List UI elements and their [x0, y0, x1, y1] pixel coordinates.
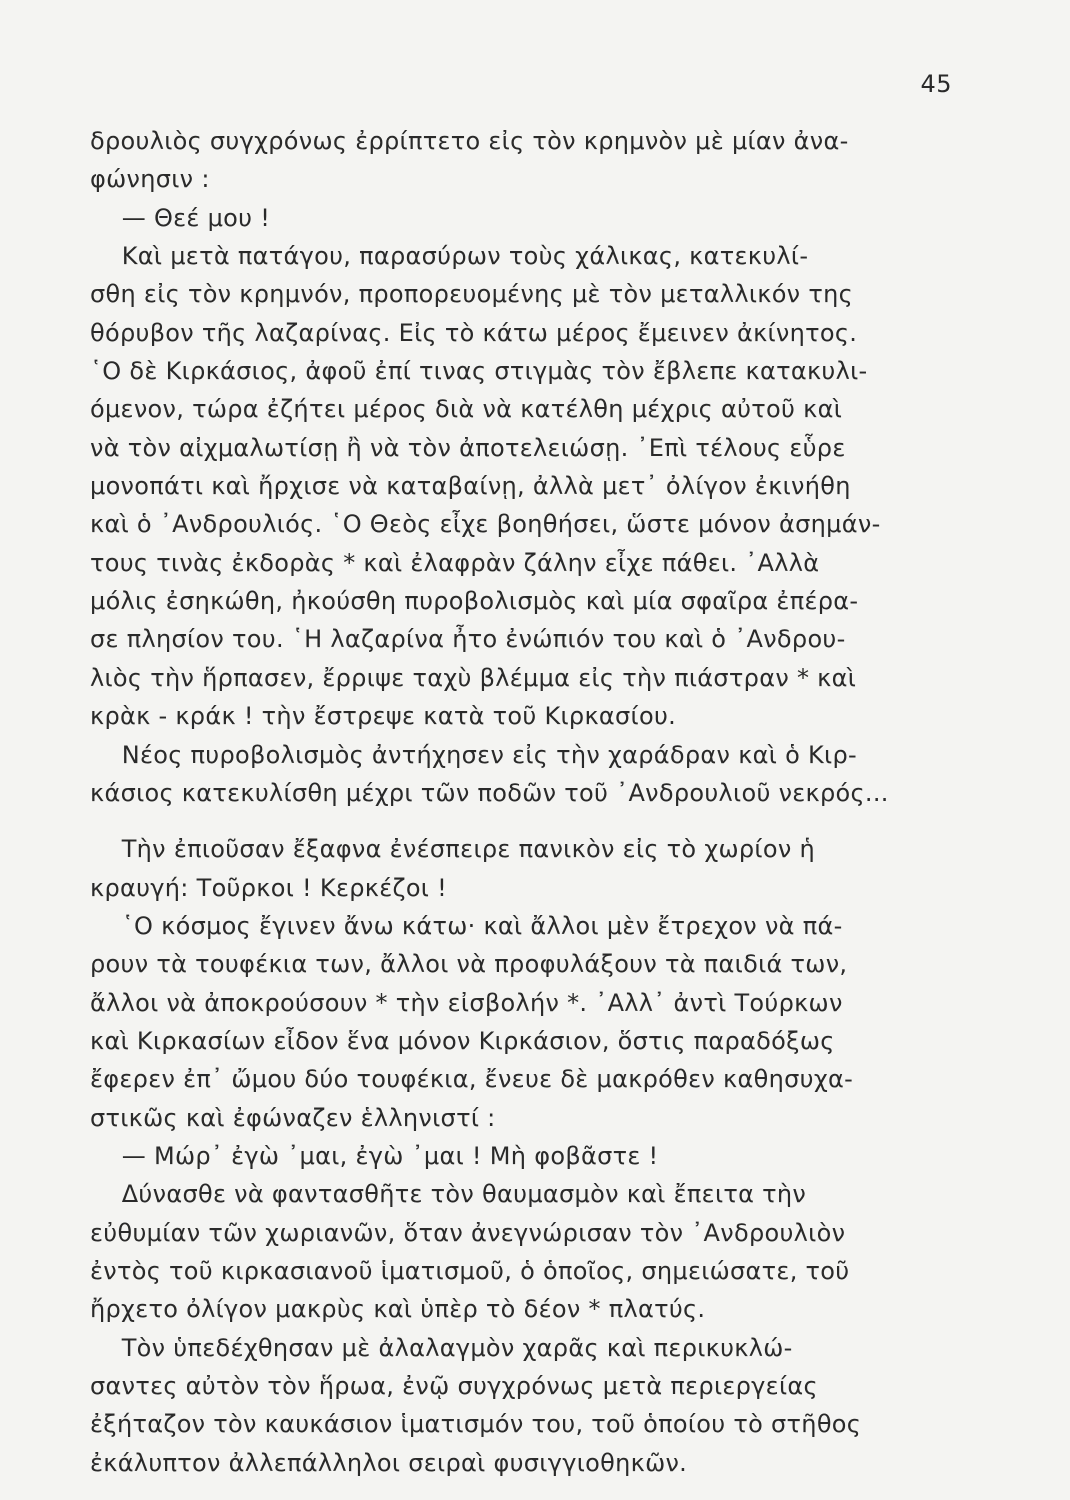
text-line: σε πλησίον του. ῾Η λαζαρίνα ἦτο ἐνώπιόν του καὶ ὁ ᾿Ανδρου- [90, 625, 846, 654]
text-line: νὰ τὸν αἰχμαλωτίσῃ ἢ νὰ τὸν ἀποτελειώσῃ. ᾿Επὶ τέλους εὗρε [90, 433, 846, 462]
text-line: ἄλλοι νὰ ἀποκρούσουν * τὴν εἰσβολήν *. ᾿Αλλ᾿ ἀντὶ Τούρκων [90, 988, 843, 1017]
text-line: κρὰκ - κράκ ! τὴν ἔστρεψε κατὰ τοῦ Κιρκασίου. [90, 702, 677, 731]
text-line: θόρυβον τῆς λαζαρίνας. Εἰς τὸ κάτω μέρος ἔμεινεν ἀκίνητος. [90, 318, 858, 347]
text-line: φώνησιν : [90, 165, 210, 194]
text-line: κάσιος κατεκυλίσθη μέχρι τῶν ποδῶν τοῦ ᾿Ανδρουλιοῦ νεκρός... [90, 778, 889, 807]
text-line: ἐντὸς τοῦ κιρκασιανοῦ ἱματισμοῦ, ὁ ὁποῖος, σημειώσατε, τοῦ [90, 1256, 850, 1285]
text-line: — Θεέ μου ! [90, 203, 271, 232]
text-line: ῾Ο κόσμος ἔγινεν ἄνω κάτω· καὶ ἄλλοι μὲν ἔτρεχον νὰ πά- [90, 911, 843, 940]
text-line: ἤρχετο ὀλίγον μακρὺς καὶ ὑπὲρ τὸ δέον * πλατύς. [90, 1295, 706, 1324]
text-line: μόλις ἐσηκώθη, ἠκούσθη πυροβολισμὸς καὶ μία σφαῖρα ἐπέρα- [90, 587, 859, 616]
text-line: εὐθυμίαν τῶν χωριανῶν, ὅταν ἀνεγνώρισαν τὸν ᾿Ανδρουλιὸν [90, 1218, 846, 1247]
text-line: Τὴν ἐπιοῦσαν ἔξαφνα ἐνέσπειρε πανικὸν εἰς τὸ χωρίον ἡ [90, 835, 815, 864]
text-line: δρουλιὸς συγχρόνως ἐρρίπτετο εἰς τὸν κρημνὸν μὲ μίαν ἀνα- [90, 127, 849, 155]
text-line: μονοπάτι καὶ ἤρχισε νὰ καταβαίνῃ, ἀλλὰ μετ᾿ ὀλίγον ἐκινήθη [90, 472, 851, 501]
text-line: ἐξήταζον τὸν καυκάσιον ἱματισμόν του, τοῦ ὁποίου τὸ στῆθος [90, 1410, 862, 1439]
text-line: Τὸν ὑπεδέχθησαν μὲ ἀλαλαγμὸν χαρᾶς καὶ περικυκλώ- [90, 1333, 793, 1362]
paragraph-gap [90, 812, 970, 830]
text-line: στικῶς καὶ ἐφώναζεν ἑλληνιστί : [90, 1103, 496, 1132]
text-line: — Μώρ᾿ ἐγὼ ᾿μαι, ἐγὼ ᾿μαι ! Μὴ φοβᾶστε ! [90, 1141, 659, 1170]
text-line: τους τινὰς ἐκδορὰς * καὶ ἐλαφρὰν ζάλην εἶχε πάθει. ᾿Αλλὰ [90, 548, 820, 577]
body-text [90, 122, 970, 1482]
text-line: ρουν τὰ τουφέκια των, ἄλλοι νὰ προφυλάξουν τὰ παιδιά των, [90, 950, 848, 979]
page-number: 45 [920, 70, 952, 98]
text-line: καὶ Κιρκασίων εἶδον ἕνα μόνον Κιρκάσιον, ὅστις παραδόξως [90, 1026, 835, 1055]
text-line: σθη εἰς τὸν κρημνόν, προπορευομένης μὲ τὸν μεταλλικόν της [90, 280, 853, 309]
text-line: Νέος πυροβολισμὸς ἀντήχησεν εἰς τὴν χαράδραν καὶ ὁ Κιρ- [90, 740, 857, 769]
text-line: όμενον, τώρα ἐζήτει μέρος διὰ νὰ κατέλθη μέχρις αὐτοῦ καὶ [90, 395, 843, 424]
text-line: Καὶ μετὰ πατάγου, παρασύρων τοὺς χάλικας, κατεκυλί- [90, 242, 809, 271]
text-line: λιὸς τὴν ἥρπασεν, ἔρριψε ταχὺ βλέμμα εἰς τὴν πιάστραν * καὶ [90, 663, 857, 692]
text-line: σαντες αὐτὸν τὸν ἥρωα, ἐνῷ συγχρόνως μετὰ περιεργείας [90, 1372, 818, 1400]
text-line: ἔφερεν ἐπ᾿ ὤμου δύο τουφέκια, ἔνευε δὲ μακρόθεν καθησυχα- [90, 1065, 854, 1094]
text-line: κραυγή: Τοῦρκοι ! Κερκέζοι ! [90, 873, 448, 902]
text-line: καὶ ὁ ᾿Ανδρουλιός. ῾Ο Θεὸς εἶχε βοηθήσει, ὥστε μόνον ἀσημάν- [90, 510, 881, 539]
text-line: ῾Ο δὲ Κιρκάσιος, ἀφοῦ ἐπί τινας στιγμὰς τὸν ἔβλεπε κατακυλι- [90, 357, 868, 386]
text-line: Δύνασθε νὰ φαντασθῆτε τὸν θαυμασμὸν καὶ ἔπειτα τὴν [90, 1180, 807, 1209]
text-line: ἐκάλυπτον ἀλλεπάλληλοι σειραὶ φυσιγγιοθηκῶν. [90, 1448, 688, 1477]
